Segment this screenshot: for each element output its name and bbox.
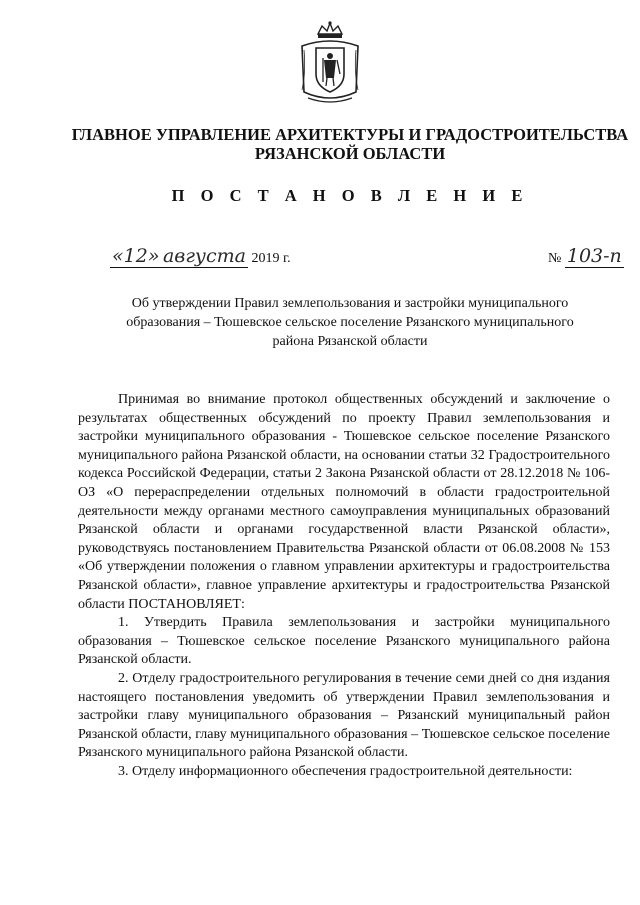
date-day-handwritten: 12 [123, 245, 148, 267]
subject-line: Об утверждении Правил землепользования и застройки муниципального [131, 296, 569, 311]
document-type-title: П О С Т А Н О В Л Е Н И Е [171, 186, 529, 205]
organization-name: ГЛАВНОЕ УПРАВЛЕНИЕ АРХИТЕКТУРЫ И ГРАДОСТРОИТЕЛЬСТВА [71, 125, 629, 144]
number-prefix: № [548, 251, 562, 266]
subject-line: образования – Тюшевское сельское поселение Рязанского муниципального [126, 315, 574, 330]
document-number [548, 245, 624, 268]
ryazan-coat-of-arms-icon [294, 20, 366, 106]
clause-2: 2. Отделу градостроительного регулирования в течение семи дней со дня издания настоящего постановления уведомить об утверждении Правил землепользования и застройки главу муниципального образования – Рязанский муниципальный район Рязанской области, главу муниципального образования – Тюшевское сельское поселение Рязанского муниципального района Рязанской области. [78, 670, 610, 761]
subject-line: района Рязанской области [272, 334, 428, 349]
close-quote: » [147, 245, 160, 267]
document-subject [80, 294, 620, 351]
organization-region: РЯЗАНСКОЙ ОБЛАСТИ [254, 144, 446, 163]
number-handwritten: 103-п [566, 245, 622, 267]
preamble-paragraph: Принимая во внимание протокол общественных обсуждений и заключение о результатах общественных обсуждений по проекту Правил землепользования и застройки муниципального образования - Тюшевское сельское поселение Рязанского муниципального района Рязанской области, на основании статьи 32 Градостроительного кодекса Российской Федерации, статьи 2 Закона Рязанской области от 28.12.2018 № 106-ОЗ «О перераспределении отдельных полномочий в области градостроительной деятельности между органами местного самоуправления муниципальных образований Рязанской области и органами государственной власти Рязанской области», руководствуясь постановлением Правительства Рязанской области от 06.08.2008 № 153 «Об утверждении положения о главном управлении архитектуры и градостроительства Рязанской области», главное управление архитектуры и градостроительства Рязанской области ПОСТАНОВЛЯЕТ: [78, 392, 610, 612]
open-quote: « [112, 245, 124, 267]
date-month-handwritten: августа [162, 245, 246, 267]
clause-1: 1. Утвердить Правила землепользования и застройки муниципального образования – Тюшевское сельское поселение Рязанского муниципального района Рязанской области. [78, 615, 610, 668]
clause-3: 3. Отделу информационного обеспечения градостроительной деятельности: [118, 763, 573, 779]
date-year: 2019 г. [251, 251, 291, 266]
document-body [78, 391, 610, 781]
document-date [110, 245, 291, 268]
